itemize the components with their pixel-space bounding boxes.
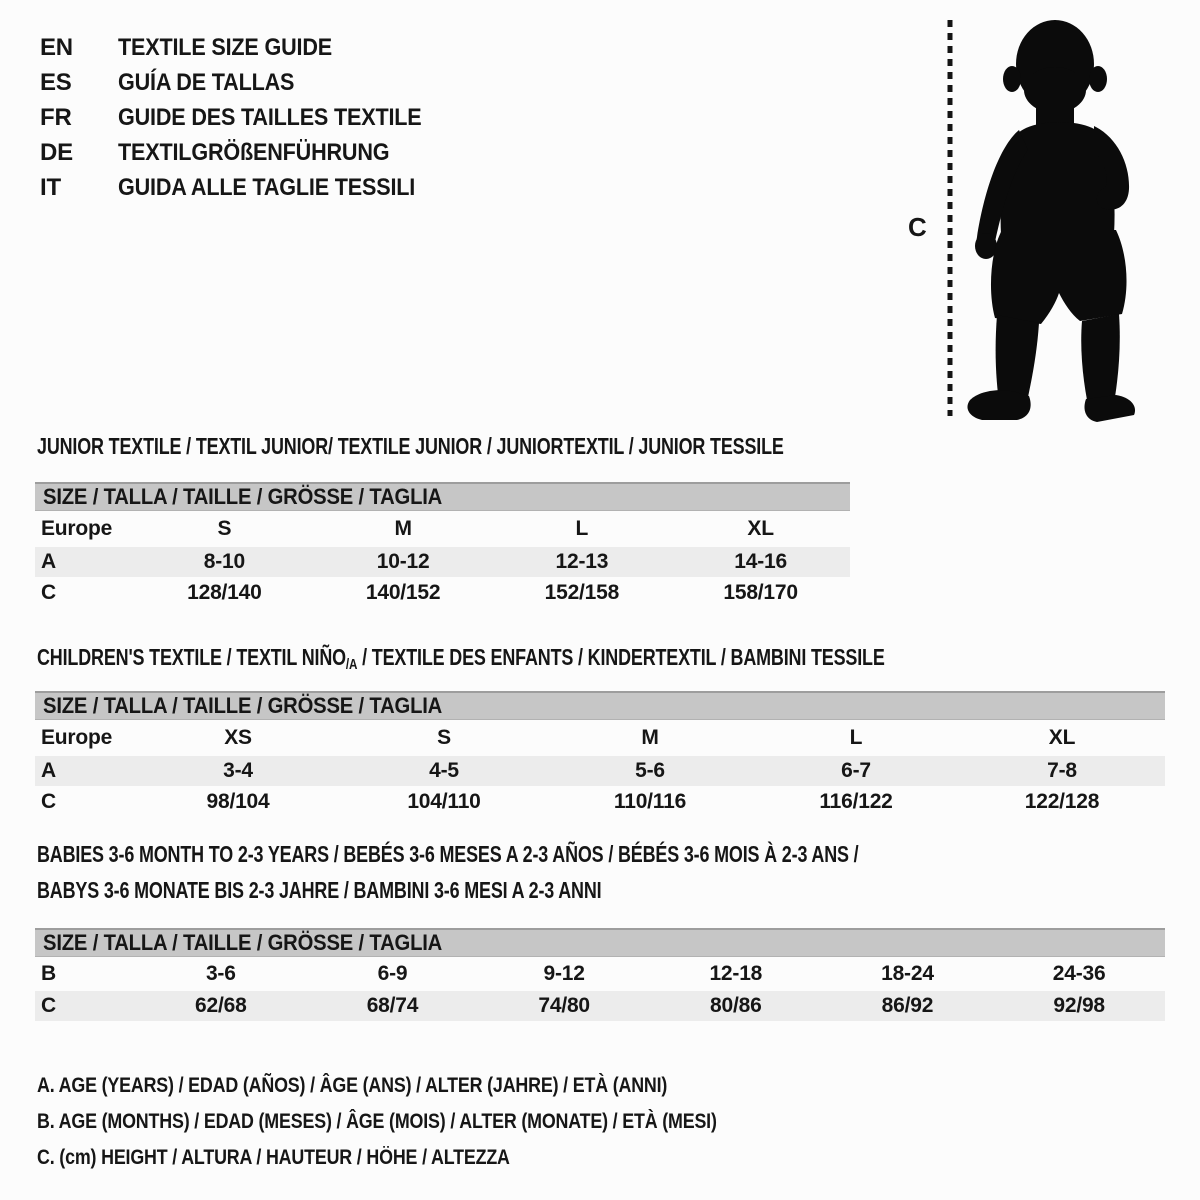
column-header: M: [641, 726, 659, 749]
row-label: B: [41, 962, 56, 985]
row-label: A: [41, 550, 56, 573]
legend-line-c: C. (cm) HEIGHT / ALTURA / HAUTEUR / HÖHE / ALTEZZA: [37, 1146, 510, 1169]
height-cell: 122/128: [1024, 789, 1100, 813]
months-cell: 6-9: [377, 962, 408, 985]
height-cell: 80/86: [710, 994, 762, 1017]
language-code-en: EN: [40, 33, 73, 61]
height-cell: 128/140: [187, 580, 262, 604]
junior-height-row: [35, 577, 850, 608]
age-cell: 12-13: [555, 550, 609, 573]
height-measure-label: C: [908, 212, 927, 242]
months-cell: 3-6: [205, 962, 236, 985]
junior-section-title: JUNIOR TEXTILE / TEXTIL JUNIOR/ TEXTILE JUNIOR / JUNIORTEXTIL / JUNIOR TESSILE: [37, 433, 784, 459]
babies-height-row: [35, 991, 1165, 1021]
age-cell: 8-10: [203, 550, 245, 573]
language-row-fr: [40, 100, 455, 135]
column-header: XS: [224, 726, 252, 749]
months-cell: 9-12: [543, 962, 585, 985]
height-cell: 98/104: [206, 789, 270, 813]
column-header: M: [394, 517, 412, 540]
babies-size-header-bar: SIZE / TALLA / TAILLE / GRÖSSE / TAGLIA: [35, 928, 1165, 957]
children-height-row: [35, 786, 1165, 817]
language-code-fr: FR: [40, 103, 72, 131]
column-header: S: [437, 726, 451, 749]
toddler-silhouette-icon: [898, 0, 1200, 430]
children-size-table: [35, 691, 1165, 817]
age-cell: 5-6: [635, 759, 665, 782]
height-cell: 158/170: [723, 580, 798, 604]
height-cell: 62/68: [195, 994, 247, 1017]
guide-title-en: TEXTILE SIZE GUIDE: [118, 33, 332, 61]
language-code-de: DE: [40, 138, 73, 166]
babies-months-row: [35, 957, 1165, 991]
region-label: Europe: [41, 517, 113, 540]
height-cell: 92/98: [1053, 994, 1105, 1017]
age-cell: 4-5: [429, 759, 459, 782]
age-cell: 7-8: [1047, 759, 1077, 782]
language-row-en: [40, 30, 455, 65]
babies-size-table: [35, 928, 1165, 1021]
height-cell: 152/158: [544, 580, 620, 604]
age-cell: 10-12: [376, 550, 430, 573]
children-columns-row: [35, 720, 1165, 756]
babies-section-title-line2: BABYS 3-6 MONATE BIS 2-3 JAHRE / BAMBINI 3-6 MESI A 2-3 ANNI: [37, 877, 602, 903]
region-label: Europe: [41, 726, 113, 749]
row-label: C: [41, 580, 56, 604]
junior-size-table: [35, 482, 850, 608]
children-age-row: [35, 756, 1165, 786]
height-cell: 74/80: [538, 994, 590, 1017]
column-header: S: [217, 517, 232, 540]
children-section-title: CHILDREN'S TEXTILE / TEXTIL NIÑO/A / TEXTILE DES ENFANTS / KINDERTEXTIL / BAMBINI TESSILE: [37, 644, 885, 673]
junior-size-header-bar: SIZE / TALLA / TAILLE / GRÖSSE / TAGLIA: [35, 482, 850, 511]
height-cell: 104/110: [407, 789, 481, 813]
language-row-es: [40, 65, 455, 100]
height-cell: 140/152: [365, 580, 441, 604]
baby-figure-area: [898, 0, 1200, 430]
junior-columns-row: [35, 511, 850, 547]
babies-section-title-line1: BABIES 3-6 MONTH TO 2-3 YEARS / BEBÉS 3-6 MESES A 2-3 AÑOS / BÉBÉS 3-6 MOIS À 2-3 ANS /: [37, 841, 859, 867]
age-cell: 3-4: [223, 759, 253, 782]
children-size-header-bar: SIZE / TALLA / TAILLE / GRÖSSE / TAGLIA: [35, 691, 1165, 720]
row-label: A: [41, 759, 56, 782]
months-cell: 24-36: [1052, 962, 1106, 985]
guide-title-es: GUÍA DE TALLAS: [118, 68, 295, 96]
language-row-de: [40, 135, 455, 170]
column-header: XL: [747, 517, 774, 540]
height-cell: 110/116: [613, 789, 687, 813]
junior-age-row: [35, 547, 850, 577]
language-header: [40, 30, 455, 205]
months-cell: 18-24: [881, 962, 934, 985]
row-label: C: [41, 994, 56, 1017]
months-cell: 12-18: [709, 962, 763, 985]
language-row-it: [40, 170, 455, 205]
column-header: L: [849, 726, 863, 749]
age-cell: 6-7: [841, 759, 871, 782]
legend: [37, 1068, 837, 1176]
legend-line-a: A. AGE (YEARS) / EDAD (AÑOS) / ÂGE (ANS) / ALTER (JAHRE) / ETÀ (ANNI): [37, 1074, 668, 1097]
height-cell: 68/74: [366, 994, 419, 1017]
age-cell: 14-16: [734, 550, 787, 573]
row-label: C: [41, 789, 56, 813]
guide-title-fr: GUIDE DES TAILLES TEXTILE: [118, 103, 422, 131]
column-header: L: [575, 517, 589, 540]
guide-title-it: GUIDA ALLE TAGLIE TESSILI: [118, 173, 416, 201]
legend-line-b: B. AGE (MONTHS) / EDAD (MESES) / ÂGE (MOIS) / ALTER (MONATE) / ETÀ (MESI): [37, 1110, 717, 1133]
language-code-it: IT: [40, 173, 61, 201]
column-header: XL: [1048, 726, 1076, 749]
height-cell: 116/122: [819, 789, 893, 813]
language-code-es: ES: [40, 68, 72, 96]
guide-title-de: TEXTILGRÖßENFÜHRUNG: [118, 138, 390, 166]
height-cell: 86/92: [881, 994, 934, 1017]
